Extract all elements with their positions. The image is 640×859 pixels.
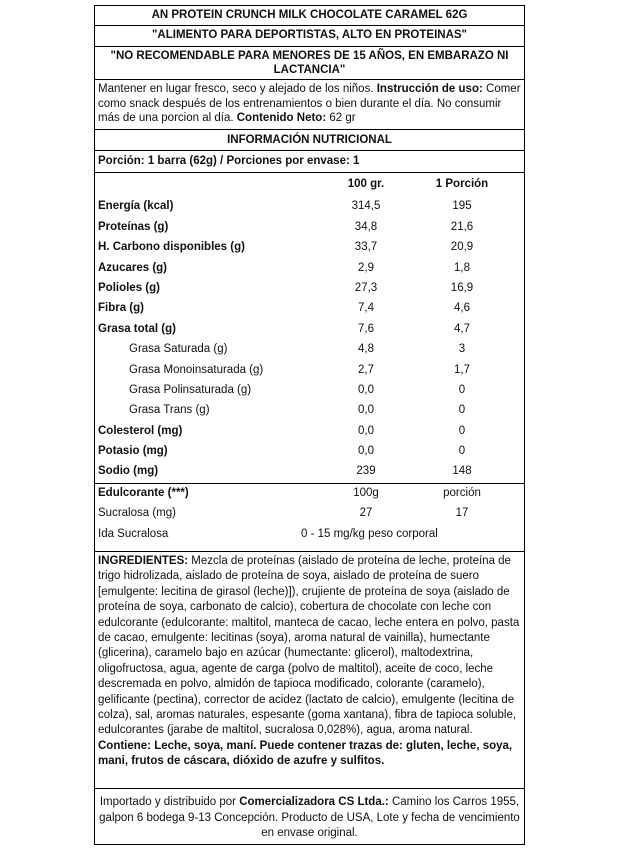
nutrient-value-100g: 33,7 xyxy=(354,241,378,254)
sucralose-row xyxy=(95,504,524,524)
instruction-text: Comer como snack después de los entrenamientos o bien durante el día. No consumir más de una porcion al día. xyxy=(98,83,521,124)
ingredients-text: Mezcla de proteínas (aislado de proteína de leche, proteína de trigo hidrolizada, aislado de proteína de soya, aislado de proteína de suero [emulgente: lecitina de girasol (leche)]), crujiente de proteína de soya (aislado de proteína de soya, carbonato de calcio), cobertura de chocolate con leche con edulcorante (edulcorante: maltitol, manteca de cacao, leche entera en polvo, pasta de cacao, emulgente: lecitinas (soya), aroma natural de vainilla), humectante (glicerina), caramelo bajo en azúcar (humectante: glicerol), maltodextrina, oligofructosa, agua, agente de carga (polvo de maltitol), aceite de coco, leche descremada en polvo, almidón de tapioca modificado, colorante (caramelo), gelificante (pectina), corrector de acidez (lactato de calcio), emulgente (lecitina de colza), sal, aromas naturales, espesante (goma xantana), fibra de tapioca soluble, edulcorantes (jarabe de maltitol, sucralosa 0,028%), agua, aroma natural. xyxy=(98,555,520,737)
col-portion-header: 1 Porción xyxy=(435,178,489,190)
sweetener-col-100g: 100g xyxy=(353,486,379,499)
nutrient-value-portion: 0 xyxy=(458,383,466,396)
ida-value: 0 - 15 mg/kg peso corporal xyxy=(301,527,438,540)
sucralose-value-portion: 17 xyxy=(455,507,469,520)
table-row xyxy=(95,197,524,217)
nutrient-name: Proteínas (g) xyxy=(98,220,169,233)
table-row xyxy=(95,299,524,319)
nutrient-value-100g: 7,6 xyxy=(358,322,374,335)
nutrient-name: Grasa Trans (g) xyxy=(129,404,210,417)
nutrient-value-portion: 4,6 xyxy=(454,302,470,315)
instruction-label: Instrucción de uso: xyxy=(376,83,483,95)
nutrient-value-100g: 0,0 xyxy=(358,445,374,458)
nutrient-value-portion: 20,9 xyxy=(450,241,474,254)
age-warning: "NO RECOMENDABLE PARA MENORES DE 15 AÑOS, EN EMBARAZO NI LACTANCIA" xyxy=(95,47,524,80)
ida-label: Ida Sucralosa xyxy=(98,527,169,540)
portion-info: Porción: 1 barra (62g) / Porciones por envase: 1 xyxy=(95,151,524,173)
sweetener-label: Edulcorante (***) xyxy=(98,486,189,499)
nutrient-value-portion: 0 xyxy=(458,404,466,417)
ingredients-section xyxy=(95,552,524,789)
sweetener-col-portion: porción xyxy=(443,486,481,499)
product-claim: "ALIMENTO PARA DEPORTISTAS, ALTO EN PROTEINAS" xyxy=(95,26,524,47)
nutrient-name: H. Carbono disponibles (g) xyxy=(98,241,245,254)
nutrient-name: Grasa Monoinsaturada (g) xyxy=(129,363,264,376)
table-row xyxy=(95,462,524,482)
nutrition-table xyxy=(95,173,524,552)
table-row xyxy=(95,259,524,279)
nutrient-name: Fibra (g) xyxy=(98,302,144,315)
storage-instructions xyxy=(95,80,524,130)
ingredients-label: INGREDIENTES: xyxy=(98,555,189,567)
table-header-row xyxy=(95,175,524,195)
nutrient-value-100g: 0,0 xyxy=(358,404,374,417)
nutrient-value-portion: 3 xyxy=(458,343,466,356)
nutrient-value-100g: 2,7 xyxy=(358,363,374,376)
net-content-value: 62 gr xyxy=(329,112,356,124)
nutrient-name: Azucares (g) xyxy=(98,261,168,274)
nutrient-name: Sodio (mg) xyxy=(98,465,159,478)
nutrient-value-portion: 0 xyxy=(458,445,466,458)
nutrient-value-100g: 2,9 xyxy=(358,261,374,274)
table-row xyxy=(95,422,524,442)
table-row xyxy=(95,218,524,238)
nutrient-value-100g: 239 xyxy=(356,465,376,478)
nutrient-value-100g: 0,0 xyxy=(358,424,374,437)
product-name: AN PROTEIN CRUNCH MILK CHOCOLATE CARAMEL 62G xyxy=(95,6,524,26)
nutrient-value-100g: 4,8 xyxy=(358,343,374,356)
nutrient-name: Grasa Polinsaturada (g) xyxy=(129,383,252,396)
nutrient-value-100g: 27,3 xyxy=(354,281,378,294)
allergens-text: Contiene: Leche, soya, maní. Puede contener trazas de: gluten, leche, soya, mani, frutos de cáscara, dióxido de azufre y sulfitos. xyxy=(98,739,513,768)
nutrient-value-portion: 16,9 xyxy=(450,281,474,294)
nutrient-name: Grasa Saturada (g) xyxy=(129,343,228,356)
importer-prefix: Importado y distribuido por xyxy=(99,796,236,808)
table-row xyxy=(95,442,524,462)
nutrient-value-portion: 4,7 xyxy=(454,322,470,335)
table-row xyxy=(95,340,524,360)
importer-company: Comercializadora CS Ltda.: xyxy=(239,796,389,808)
nutrient-value-portion: 1,8 xyxy=(454,261,470,274)
nutrient-value-portion: 0 xyxy=(458,424,466,437)
nutrition-label xyxy=(94,5,525,845)
importer-footer xyxy=(95,789,524,844)
nutrient-name: Potasio (mg) xyxy=(98,445,168,458)
nutrient-value-100g: 34,8 xyxy=(354,220,378,233)
nutrient-value-portion: 1,7 xyxy=(454,363,470,376)
ida-row xyxy=(95,525,524,545)
table-row xyxy=(95,320,524,340)
sweetener-header-row xyxy=(95,484,524,504)
importer-address: Camino los Carros 1955, galpon 6 bodega 9-13 Concepción. Producto de USA, Lote y fecha de vencimiento en envase original. xyxy=(99,796,520,839)
nutrient-name: Grasa total (g) xyxy=(98,322,176,335)
nutrient-value-portion: 21,6 xyxy=(450,220,474,233)
net-content-label: Contenido Neto: xyxy=(236,112,327,124)
storage-keep: Mantener en lugar fresco, seco y alejado de los niños. xyxy=(98,83,374,95)
table-row xyxy=(95,401,524,421)
nutrient-value-100g: 314,5 xyxy=(351,200,381,213)
table-row xyxy=(95,381,524,401)
table-row xyxy=(95,238,524,258)
nutrient-value-portion: 148 xyxy=(452,465,472,478)
nutrient-value-100g: 7,4 xyxy=(358,302,374,315)
table-row xyxy=(95,361,524,381)
sucralose-value-100g: 27 xyxy=(359,507,373,520)
nutrient-value-portion: 195 xyxy=(452,200,472,213)
nutrient-name: Colesterol (mg) xyxy=(98,424,183,437)
col-100g-header: 100 gr. xyxy=(347,178,385,190)
nutrient-name: Polioles (g) xyxy=(98,281,160,294)
nutrition-title: INFORMACIÓN NUTRICIONAL xyxy=(95,130,524,151)
table-row xyxy=(95,279,524,299)
nutrient-value-100g: 0,0 xyxy=(358,383,374,396)
sucralose-label: Sucralosa (mg) xyxy=(98,507,176,520)
nutrient-name: Energía (kcal) xyxy=(98,200,174,213)
